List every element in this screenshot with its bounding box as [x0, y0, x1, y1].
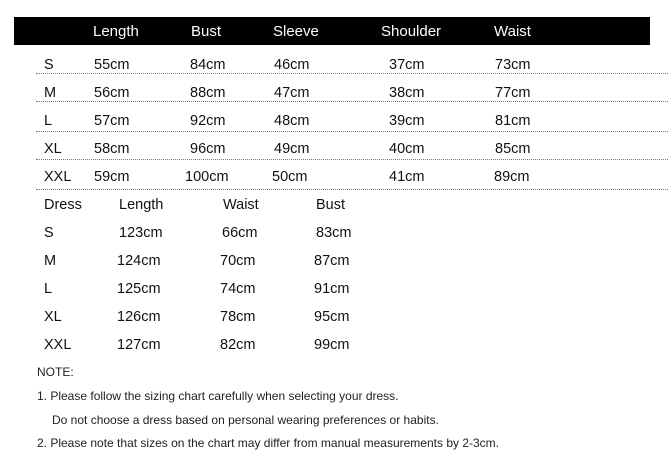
header-sleeve: Sleeve — [273, 23, 319, 40]
header-length: Length — [119, 197, 164, 213]
sleeve-cell: 49cm — [274, 141, 310, 157]
waist-cell: 73cm — [495, 57, 531, 73]
bust-cell: 95cm — [314, 309, 350, 325]
size-cell: M — [44, 85, 57, 101]
sleeve-cell: 50cm — [272, 169, 308, 185]
size-cell: XL — [44, 141, 62, 157]
row-divider — [36, 101, 668, 102]
length-cell: 55cm — [94, 57, 130, 73]
row-divider — [36, 73, 668, 74]
size-cell: S — [44, 57, 54, 73]
waist-cell: 66cm — [222, 225, 258, 241]
bust-cell: 100cm — [185, 169, 229, 185]
bust-cell: 91cm — [314, 281, 350, 297]
header-length: Length — [93, 23, 139, 40]
bust-cell: 96cm — [190, 141, 226, 157]
note-line-1b: Do not choose a dress based on personal wearing preferences or habits. — [52, 413, 439, 427]
waist-cell: 70cm — [220, 253, 256, 269]
note-line-1: 1. Please follow the sizing chart carefully when selecting your dress. — [37, 389, 399, 403]
waist-cell: 78cm — [220, 309, 256, 325]
note-title: NOTE: — [37, 365, 74, 379]
length-cell: 127cm — [117, 337, 161, 353]
waist-cell: 74cm — [220, 281, 256, 297]
size-cell: L — [44, 113, 53, 129]
table-row — [44, 276, 444, 304]
size-cell: L — [44, 281, 53, 297]
sleeve-cell: 48cm — [274, 113, 310, 129]
length-cell: 123cm — [119, 225, 163, 241]
shoulder-cell: 40cm — [389, 141, 425, 157]
length-cell: 124cm — [117, 253, 161, 269]
header-dress: Dress — [44, 197, 82, 213]
sleeve-cell: 47cm — [274, 85, 310, 101]
table-row — [44, 220, 444, 248]
bust-cell: 84cm — [190, 57, 226, 73]
waist-cell: 82cm — [220, 337, 256, 353]
size-cell: S — [44, 225, 54, 241]
size-cell: M — [44, 253, 57, 269]
table-row — [36, 52, 664, 80]
header-shoulder: Shoulder — [381, 23, 442, 40]
length-cell: 125cm — [117, 281, 161, 297]
waist-cell: 81cm — [495, 113, 531, 129]
row-divider — [36, 189, 668, 190]
dress-table-header — [44, 192, 444, 220]
bust-cell: 92cm — [190, 113, 226, 129]
size-cell: XXL — [44, 169, 72, 185]
size-cell: XL — [44, 309, 62, 325]
waist-cell: 89cm — [494, 169, 530, 185]
row-divider — [36, 159, 668, 160]
length-cell: 56cm — [94, 85, 130, 101]
row-divider — [36, 131, 668, 132]
sleeve-cell: 46cm — [274, 57, 310, 73]
header-bust: Bust — [316, 197, 346, 213]
top-table-header — [14, 17, 650, 45]
bust-cell: 83cm — [316, 225, 352, 241]
bust-cell: 87cm — [314, 253, 350, 269]
shoulder-cell: 38cm — [389, 85, 425, 101]
shoulder-cell: 37cm — [389, 57, 425, 73]
header-bust: Bust — [191, 23, 222, 40]
table-row — [44, 332, 444, 360]
shoulder-cell: 41cm — [389, 169, 425, 185]
size-cell: XXL — [44, 337, 72, 353]
table-row — [44, 304, 444, 332]
waist-cell: 85cm — [495, 141, 531, 157]
length-cell: 58cm — [94, 141, 130, 157]
length-cell: 59cm — [94, 169, 130, 185]
bust-cell: 88cm — [190, 85, 226, 101]
bust-cell: 99cm — [314, 337, 350, 353]
header-waist: Waist — [223, 197, 259, 213]
header-waist: Waist — [494, 23, 531, 40]
length-cell: 126cm — [117, 309, 161, 325]
waist-cell: 77cm — [495, 85, 531, 101]
table-row — [44, 248, 444, 276]
table-row — [36, 164, 664, 192]
note-line-2: 2. Please note that sizes on the chart may differ from manual measurements by 2-3cm. — [37, 436, 499, 450]
table-row — [36, 80, 664, 108]
shoulder-cell: 39cm — [389, 113, 425, 129]
length-cell: 57cm — [94, 113, 130, 129]
